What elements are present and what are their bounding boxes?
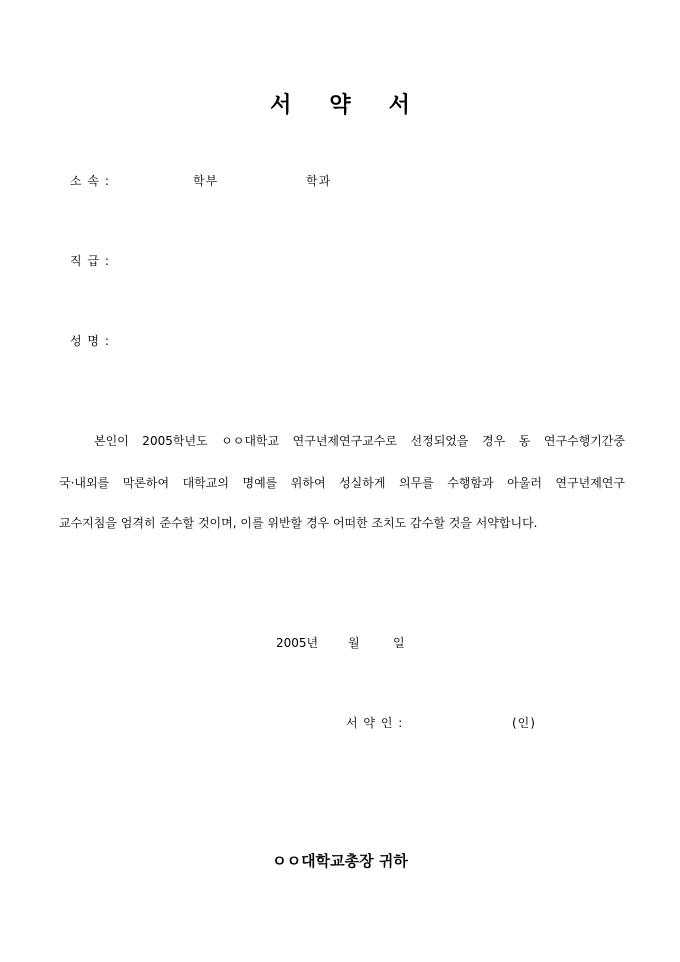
rank-label: 직 급 : — [70, 254, 110, 268]
date-day: 일 — [393, 636, 405, 650]
pledge-line-2: 국·내외를 막론하여 대학교의 명예를 위하여 성실하게 의무를 수행함과 아울러 연구년제연구 — [59, 476, 625, 490]
pledge-line-3: 교수지침을 엄격히 준수할 것이며, 이를 위반할 경우 어떠한 조치도 감수할 것을 서약합니다. — [59, 516, 538, 530]
addressee: ㅇㅇ대학교총장 귀하 — [272, 852, 408, 870]
seal-mark: (인) — [512, 716, 536, 730]
faculty-suffix: 학부 — [193, 174, 219, 188]
signer-label: 서 약 인 : — [346, 716, 404, 730]
date-year: 2005년 — [276, 636, 319, 650]
department-suffix: 학과 — [306, 174, 332, 188]
title-char-2: 약 — [329, 92, 351, 118]
pledge-line-1: 본인이 2005학년도 ㅇㅇ대학교 연구년제연구교수로 선정되었을 경우 동 연구수행기간중 — [94, 434, 625, 448]
name-label: 성 명 : — [70, 334, 110, 348]
affiliation-label: 소 속 : — [70, 174, 110, 188]
title-char-3: 서 — [388, 92, 410, 118]
date-month: 월 — [348, 636, 360, 650]
document-title — [0, 88, 680, 119]
title-char-1: 서 — [270, 92, 292, 118]
